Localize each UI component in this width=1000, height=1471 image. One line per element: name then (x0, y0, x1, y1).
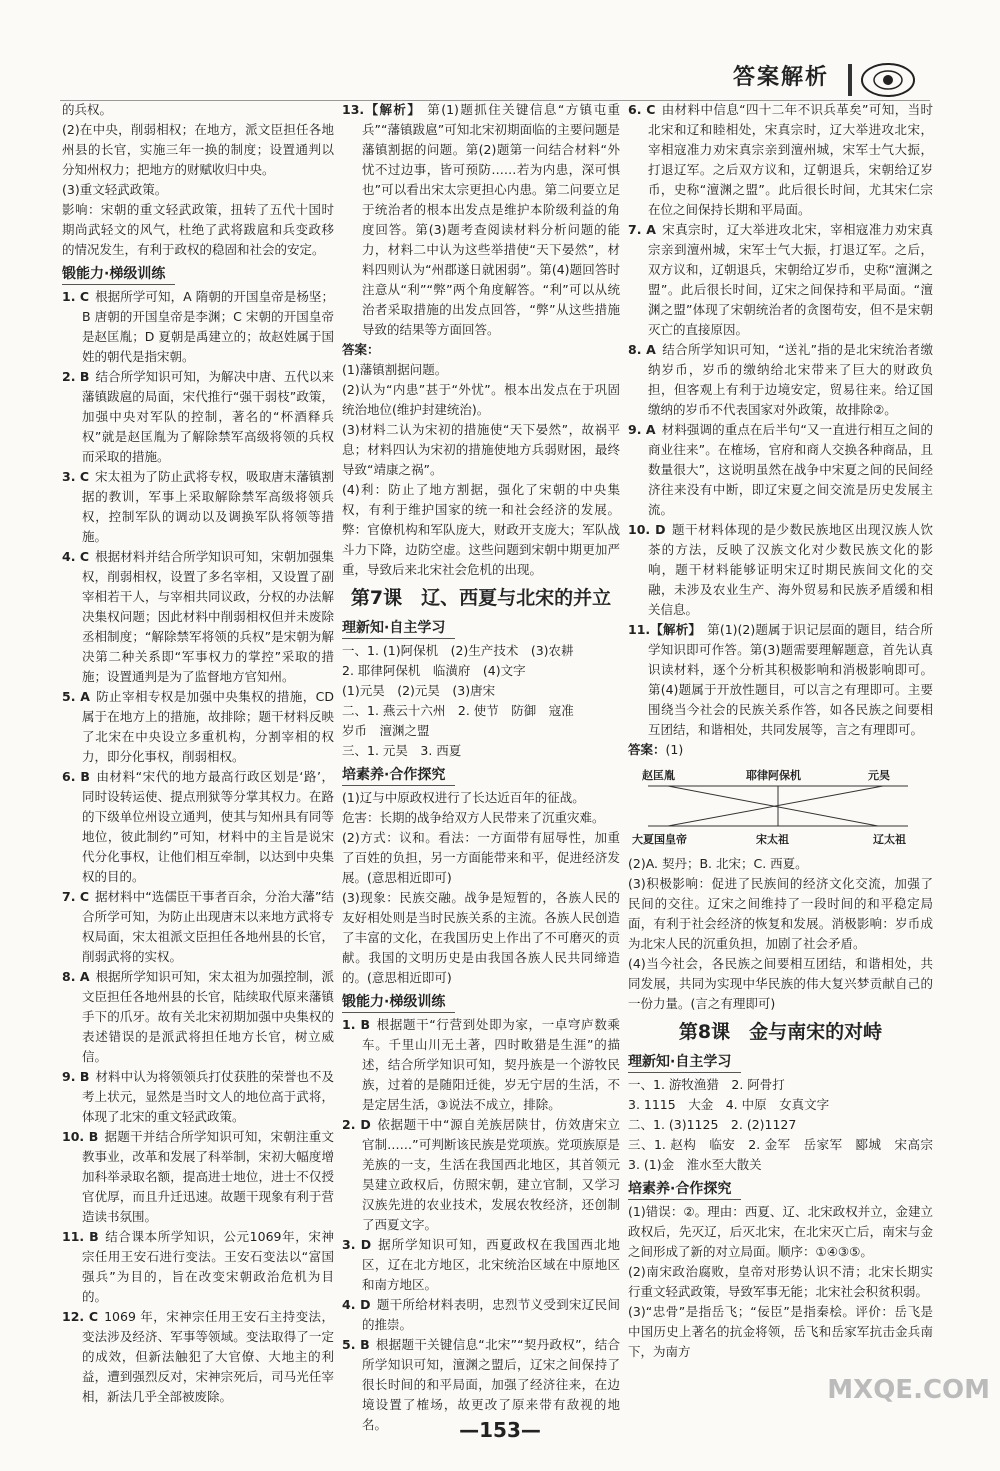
coop-paragraph: (2)方式：议和。看法：一方面带有屈辱性，加重了百姓的负担，另一方面能带来和平，促进经济发展。(意思相近即可) (342, 830, 620, 885)
diagram-bottom-1: 大夏国皇帝 (632, 833, 687, 846)
header-divider (848, 64, 852, 96)
answer-text: 1069 年，宋神宗任用王安石主持变法，变法涉及经济、军事等领域。变法取得了一定的成效，但新法触犯了大官僚、大地主的利益，遭到强烈反对，宋神宗死后，司马光任宰相，新法几乎全部被废除。 (82, 1309, 334, 1404)
q13-text: 第(1)题抓住关键信息“方镇屯重兵”“藩镇跋扈”可知北宋初期面临的主要问题是藩镇割据的问题。第(2)题第一问结合材料“外忧不过边事，皆可预防……若为内患，深可惧也”可以看出宋太宗更担心内患。第二问要立足于统治者的根本出发点是维护本阶级利益的角度回答。第(3)题考查阅读材料分析问题的能力，材料二中认为这些举措使“天下晏然”，材料四则认为“州郡遂日就困弱”。第(4)题回答时注意从“利”“弊”两个角度解答。“利”可以从统治者采取措施的出发点回答，“弊”从这些措施导致的结果等方面回答。 (362, 102, 620, 337)
answer-item (62, 1227, 334, 1307)
section-heading-training: 锻能力·梯级训练 (62, 264, 175, 285)
learn-line: 岁币 澶渊之盟 (342, 723, 430, 738)
lesson8-coop (628, 1202, 933, 1362)
intro-paragraph: 影响：宋朝的重文轻武政策，扭转了五代十国时期尚武轻文的风气，杜绝了武将跋扈和兵变政移的情况发生，有利于政权的稳固和社会的安定。 (62, 202, 334, 257)
answer-item (62, 367, 334, 467)
section-heading-train-l7: 锻能力·梯级训练 (342, 992, 455, 1013)
answer-item (628, 100, 933, 220)
answer-item (62, 687, 334, 767)
lesson-7-title: 第7课 辽、西夏与北宋的并立 (350, 587, 612, 609)
answer-item (342, 1015, 620, 1115)
answer-number: 2. D (342, 1117, 371, 1132)
q13-answer-label: 答案： (342, 342, 380, 357)
watermark: MXQE.COM (827, 1375, 990, 1405)
q11-answer-head (628, 740, 933, 760)
answer-number: 5. B (342, 1337, 370, 1352)
answer-text: 宋真宗时，辽大举进攻北宋，宰相寇准力劝宋真宗亲到澶州城，宋军士气大振，打退辽军。之后，双方议和，辽朝退兵，宋朝给辽岁币，史称“澶渊之盟”。此后很长时间，辽宋之间保持和平局面。“澶渊之盟”体现了宋朝统治者的贪图苟安，但不是宋朝灭亡的直接原因。 (648, 222, 933, 337)
answer-item (62, 1067, 334, 1127)
intro-paragraph: 的兵权。 (62, 102, 113, 117)
answer-text: 题干所给材料表明，忠烈节义受到宋辽民间的推崇。 (362, 1297, 620, 1332)
answer-number: 7. C (62, 889, 90, 904)
answer-text: 宋太祖为了防止武将专权，吸取唐末藩镇割据的教训，军事上采取解除禁军高级将领兵权，控制军队的调动以及调换军队将领等措施。 (82, 469, 334, 544)
answer-paragraph: (4)利：防止了地方割据，强化了宋朝的中央集权，有利于维护国家的统一和社会经济的发展。弊：官僚机构和军队庞大，财政开支庞大；军队战斗力下降，边防空虚。这些问题到宋朝中期更加严重，导致后来北宋社会危机的出现。 (342, 482, 620, 577)
answer-number: 12. C (62, 1309, 99, 1324)
lesson7-coop (342, 788, 620, 988)
answer-paragraph: (2)认为“内患”甚于“外忧”。根本出发点在于巩固统治地位(维护封建统治)。 (342, 382, 620, 417)
section-heading-learn-l7: 理新知·自主学习 (342, 618, 455, 639)
intro-paragraph: (2)在中央，削弱相权；在地方，派文臣担任各地州县的长官，实施三年一换的制度；设置通判以分知州权力；把地方的财赋收归中央。 (62, 122, 334, 177)
answer-text: 据题干并结合所学知识可知，宋朝注重文教事业，改革和发展了科举制，宋初大幅度增加科举录取名额，提高进士地位，进士不仅授官优厚，而且升迁迅速。故题干现象有利于营造读书氛围。 (82, 1129, 334, 1224)
diagram-top-2: 耶律阿保机 (746, 769, 801, 782)
diagram-top-3: 元昊 (868, 769, 890, 782)
answer-number: 8. A (62, 969, 90, 984)
answer-text: 根据题干“行营到处即为家，一卓穹庐数乘车。千里山川无土著，四时畋猎是生涯”的描述，结合所学知识可知，契丹族是一个游牧民族，过着的是随阳迁徙，岁无宁居的生活，不是定居生活，③说法不成立，排除。 (362, 1017, 621, 1112)
diagram-bottom-2: 宋太祖 (756, 833, 789, 846)
answer-number: 10. B (62, 1129, 99, 1144)
answer-item (628, 420, 933, 520)
answer-paragraph: (3)材料二认为宋初的措施使“天下晏然”，故祸平息；材料四认为宋初的措施使地方兵弱财困，最终导致“靖康之祸”。 (342, 422, 620, 477)
answer-text: 防止宰相专权是加强中央集权的措施，CD 属于在地方上的措施，故排除；题干材料反映了北宋在中央设立多重机构，分割宰相的权力，即分化事权，削弱相权。 (82, 689, 334, 764)
coop-paragraph: 危害：长期的战争给双方人民带来了沉重灾难。 (342, 810, 605, 825)
answer-item (628, 520, 933, 620)
answer-item (62, 1307, 334, 1407)
q11-text: 第(1)(2)题属于识记层面的题目，结合所学知识即可作答。第(3)题需要理解题意，首先认真识读材料，逐个分析其积极影响和消极影响即可。第(4)题属于开放性题目，可以言之有理即可。主要围绕当今社会的民族关系作答，如各民族之间要相互团结，和谐相处，共同发展等，言之有理即可。 (648, 622, 933, 737)
answer-item (62, 967, 334, 1067)
lesson-8-title: 第8课 金与南宋的对峙 (678, 1021, 883, 1043)
answer-text: 结合课本所学知识，公元1069年，宋神宗任用王安石进行变法。王安石变法以“富国强兵”为目的，旨在改变宋朝政治危机为目的。 (82, 1229, 334, 1304)
learn-line: 3. 1115 大金 4. 中原 女真文字 (628, 1097, 830, 1112)
learn-line: 三、1. 元昊 3. 西夏 (342, 743, 462, 758)
learn-line: 二、1. (3)1125 2. (2)1127 (628, 1117, 797, 1132)
answer-text: 材料中认为将领领兵打仗获胜的荣誉也不及考上状元，显然是当时文人的地位高于武将，体现了北宋的重文轻武政策。 (82, 1069, 334, 1124)
learn-line: 二、1. 燕云十六州 2. 使节 防御 寇准 (342, 703, 574, 718)
answer-paragraph: (4)当今社会，各民族之间要相互团结，和谐相处，共同发展，共同为实现中华民族的伟大复兴梦贡献自己的一份力量。(言之有理即可) (628, 956, 933, 1011)
q11-answer-label: 答案： (628, 742, 666, 757)
matching-diagram (628, 762, 928, 850)
answer-item (628, 220, 933, 340)
answer-number: 2. B (62, 369, 90, 384)
answer-paragraph: (3)积极影响：促进了民族间的经济文化交流，加强了民间的交往。辽宋之间维持了一段时间的和平稳定局面，有利于社会经济的恢复和发展。消极影响：岁币成为北宋人民的沉重负担，加剧了社会矛盾。 (628, 876, 933, 951)
coop-paragraph: (3)“忠骨”是指岳飞；“佞臣”是指秦桧。评价：岳飞是中国历史上著名的抗金将领，岳飞和岳家军抗击金兵南下，为南方 (628, 1304, 933, 1359)
answer-text: 题干材料体现的是少数民族地区出现汉族人饮茶的方法，反映了汉族文化对少数民族文化的影响，题干材料能够证明宋辽时期民族间文化的交融，未涉及农业生产、海外贸易和民族矛盾缓和相关信息。 (648, 522, 933, 617)
section-heading-coop-l7: 培素养·合作探究 (342, 765, 455, 786)
lesson7-train (342, 1015, 620, 1435)
answer-text: 结合所学知识可知，为解决中唐、五代以来藩镇跋扈的局面，宋代推行“强干弱枝”政策，加强中央对军队的控制，著名的“杯酒释兵权”就是赵匡胤为了解除禁军高级将领的兵权而采取的措施。 (82, 369, 334, 464)
answer-item (628, 340, 933, 420)
answer-number: 4. C (62, 549, 90, 564)
answer-item (342, 1235, 620, 1295)
answer-text: 由材料中信息“四十二年不识兵革矣”可知，当时北宋和辽和睦相处，宋真宗时，辽大举进攻北宋，宰相寇准力劝宋真宗亲到澶州城，宋军士气大振，打退辽军。之后双方议和，辽朝退兵，宋朝给辽岁币，史称“澶渊之盟”。此后很长时间，尤其宋仁宗在位之间保持长期和平局面。 (648, 102, 933, 217)
answer-item (342, 1115, 620, 1235)
answer-paragraph: (2)A. 契丹；B. 北宋；C. 西夏。 (628, 856, 808, 871)
lesson7-learn (342, 641, 620, 761)
q13-answers (342, 360, 620, 580)
answer-text: 根据材料并结合所学知识可知，宋朝加强集权，削弱相权，设置了多名宰相，又设置了副宰相若干人，与宰相共同议政，分权的办法解决集权问题；因此材料中削弱相权但并未废除丞相制度；“解除禁军将领的兵权”是宋朝为解决第二种关系即“军事权力的掌控”采取的措施；设置通判是为了监督地方官知州。 (82, 549, 334, 684)
answer-number: 6. C (628, 102, 656, 117)
answer-text: 依据题干中“源自羌族居陕甘，仿效唐宋立官制……”可判断该民族是党项族。党项族原是羌族的一支，生活在我国西北地区，其首领元昊建立政权后，仿照宋朝，建立官制，又学习汉族先进的农业技术，发展农牧经济，还创制了西夏文字。 (362, 1117, 620, 1232)
page-header (0, 0, 1000, 100)
answer-number: 3. C (62, 469, 90, 484)
answer-text: 根据所学可知，A 隋朝的开国皇帝是杨坚；B 唐朝的开国皇帝是李渊；C 宋朝的开国皇帝是赵匡胤；D 夏朝是禹建立的；故赵姓属于国姓的朝代是指宋朝。 (82, 289, 334, 364)
col3-answer-list (628, 100, 933, 620)
eye-logo-icon (860, 62, 916, 98)
answer-number: 9. B (62, 1069, 90, 1084)
q11-answers (628, 854, 933, 1014)
answer-number: 1. C (62, 289, 90, 304)
q13-label: 13.【解析】 (342, 102, 422, 117)
intro-paragraph: (3)重文轻武政策。 (62, 182, 168, 197)
answer-number: 5. A (62, 689, 90, 704)
answer-paragraph: (1)藩镇割据问题。 (342, 362, 448, 377)
answer-item (62, 547, 334, 687)
diagram-top-1: 赵匡胤 (642, 769, 675, 782)
page-number: —153— (459, 1418, 541, 1442)
section-heading-learn-l8: 理新知·自主学习 (628, 1052, 741, 1073)
answer-number: 6. B (62, 769, 90, 784)
answer-text: 根据题干关键信息“北宋”“契丹政权”，结合所学知识可知，澶渊之盟后，辽宋之间保持了很长时间的和平局面，加强了经济往来，在边境设置了榷场，故更改了原来带有敌视的地名。 (362, 1337, 620, 1432)
answer-text: 由材料“宋代的地方最高行政区划是‘路’，同时设转运使、提点刑狱等分掌其权力。在路的下级单位州设立通判，使其与知州具有同等地位，彼此制约”可知，材料中的主旨是说宋代分化事权，让他们相互牵制，以达到中央集权的目的。 (82, 769, 334, 884)
answer-text: 根据所学知识可知，宋太祖为加强控制，派文臣担任各地州县的长官，陆续取代原来藩镇手下的爪牙。故有关北宋初期加强中央集权的表述错误的是派武将担任地方长官，树立威信。 (82, 969, 334, 1064)
answer-item (62, 767, 334, 887)
answer-number: 9. A (628, 422, 656, 437)
answer-number: 7. A (628, 222, 656, 237)
q11-answer-1: (1) (665, 742, 684, 757)
section-heading-coop-l8: 培素养·合作探究 (628, 1179, 741, 1200)
learn-line: 三、1. 赵构 临安 2. 金军 岳家军 郾城 宋高宗 3. (1)金 淮水至大散关 (628, 1137, 946, 1172)
answer-item (62, 1127, 334, 1227)
answer-text: 据所学知识可知，西夏政权在我国西北地区，辽在北方地区，北宋统治区域在中原地区和南方地区。 (362, 1237, 620, 1292)
q11-label: 11.【解析】 (628, 622, 702, 637)
column-3 (628, 100, 946, 1400)
coop-paragraph: (1)辽与中原政权进行了长达近百年的征战。 (342, 790, 585, 805)
coop-paragraph: (2)南宋政治腐败，皇帝对形势认识不清；北宋长期实行重文轻武政策，导致军事无能；北宋社会积贫积弱。 (628, 1264, 933, 1299)
lesson8-learn (628, 1075, 946, 1175)
learn-line: 一、1. 游牧渔猎 2. 阿骨打 (628, 1077, 785, 1092)
answer-item (62, 887, 334, 967)
answer-text: 材料强调的重点在后半句“又一直进行相互之间的商业往来”。在榷场，官府和商人交换各种商品，且数量很大”，这说明虽然在战争中宋夏之间的民间经济往来没有中断，即辽宋夏之间交流是历史发展主流。 (648, 422, 933, 517)
coop-paragraph: (3)现象：民族交融。战争是短暂的，各族人民的友好相处则是当时民族关系的主流。各族人民创造了丰富的文化，在我国历史上作出了不可磨灭的贡献。我国的文明历史是由我国各族人民共同缔造的。(意思相近即可) (342, 890, 620, 985)
diagram-bottom-3: 辽太祖 (873, 833, 906, 846)
learn-line: 一、1. (1)阿保机 (2)生产技术 (3)农耕 (342, 643, 574, 658)
answer-text: 据材料中“选儒臣干事者百余，分治大藩”结合所学可知，为防止出现唐末以来地方武将专权局面，宋太祖派文臣担任各地州县的长官，削弱武将的实权。 (82, 889, 334, 964)
answer-item (62, 467, 334, 547)
q11-analysis (628, 620, 933, 740)
answer-number: 8. A (628, 342, 656, 357)
learn-line: 2. 耶律阿保机 临潢府 (4)文字 (342, 663, 526, 678)
learn-line: (1)元昊 (2)元昊 (3)唐宋 (342, 683, 496, 698)
header-title: 答案解析 (733, 65, 830, 90)
answer-number: 11. B (62, 1229, 99, 1244)
col1-answer-list (62, 287, 334, 1407)
answer-text: 结合所学知识可知，“送礼”指的是北宋统治者缴纳岁币，岁币的缴纳给北宋带来了巨大的财政负担，但客观上有利于边境安定，贸易往来。给辽国缴纳的岁币不代表国家对外政策，故排除②。 (648, 342, 934, 417)
answer-item (342, 1295, 620, 1335)
col1-intro (62, 100, 334, 260)
answer-item (62, 287, 334, 367)
answer-number: 3. D (342, 1237, 372, 1252)
column-1 (62, 100, 334, 1404)
answer-number: 4. D (342, 1297, 371, 1312)
answer-number: 10. D (628, 522, 666, 537)
coop-paragraph: (1)错误：②。理由：西夏、辽、北宋政权并立，金建立政权后，先灭辽，后灭北宋，在北宋灭亡后，南宋与金之间形成了新的对立局面。顺序：①④③⑤。 (628, 1204, 933, 1259)
q13-analysis (342, 100, 620, 340)
answer-number: 1. B (342, 1017, 370, 1032)
